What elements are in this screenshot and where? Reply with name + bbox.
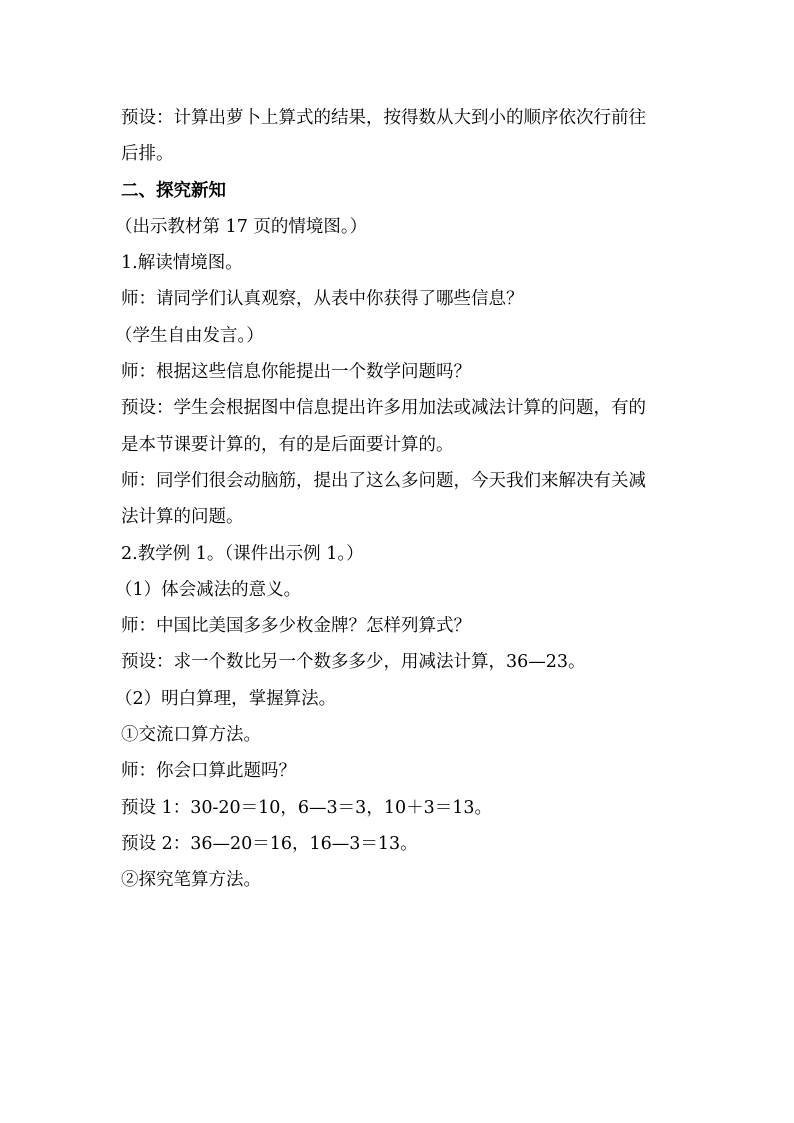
- text-line-preset-1: 预设 1：30-20＝10，6—3＝3，10＋3＝13。: [121, 797, 492, 818]
- text-line-teacher-oral: 师：你会口算此题吗？: [121, 761, 296, 782]
- text-line-show-scene: （出示教材第 17 页的情境图。）: [115, 216, 368, 237]
- text-line-preset-subtract: 预设：求一个数比另一个数多多少，用减法计算，36—23。: [121, 652, 586, 673]
- text-line-teacher-question: 师：根据这些信息你能提出一个数学问题吗？: [121, 362, 471, 383]
- text-line-teacher-praise: 师：同学们很会动脑筋，提出了这么多问题，今天我们来解决有关减: [121, 470, 646, 491]
- section-heading-explore: 二、探究新知: [121, 180, 226, 201]
- text-line-meaning-subtraction: （1）体会减法的意义。: [115, 579, 302, 600]
- document-body: [115, 100, 677, 899]
- text-line-students-speak: （学生自由发言。）: [115, 325, 264, 346]
- text-line-preset-carrot: 预设：计算出萝卜上算式的结果，按得数从大到小的顺序依次行前往: [121, 108, 646, 128]
- text-line-preset-students: 预设：学生会根据图中信息提出许多用加法或减法计算的问题，有的: [121, 398, 646, 419]
- text-line-this-lesson: 是本节课要计算的，有的是后面要计算的。: [121, 434, 454, 455]
- text-line-oral-method: ①交流口算方法。: [121, 725, 261, 746]
- text-line-teacher-observe: 师：请同学们认真观察，从表中你获得了哪些信息？: [121, 289, 524, 310]
- text-line-subtraction-problem: 法计算的问题。: [121, 507, 244, 528]
- text-line-back-row: 后排。: [121, 144, 174, 165]
- text-line-written-method: ②探究笔算方法。: [121, 870, 261, 891]
- text-line-read-scene: 1.解读情境图。: [121, 253, 243, 274]
- text-line-example-1: 2.教学例 1。（课件出示例 1。）: [121, 543, 364, 564]
- text-line-teacher-medals: 师：中国比美国多多少枚金牌？怎样列算式？: [121, 616, 471, 637]
- text-line-preset-2: 预设 2：36—20＝16，16—3＝13。: [121, 833, 418, 854]
- text-line-understand-method: （2）明白算理，掌握算法。: [115, 688, 337, 709]
